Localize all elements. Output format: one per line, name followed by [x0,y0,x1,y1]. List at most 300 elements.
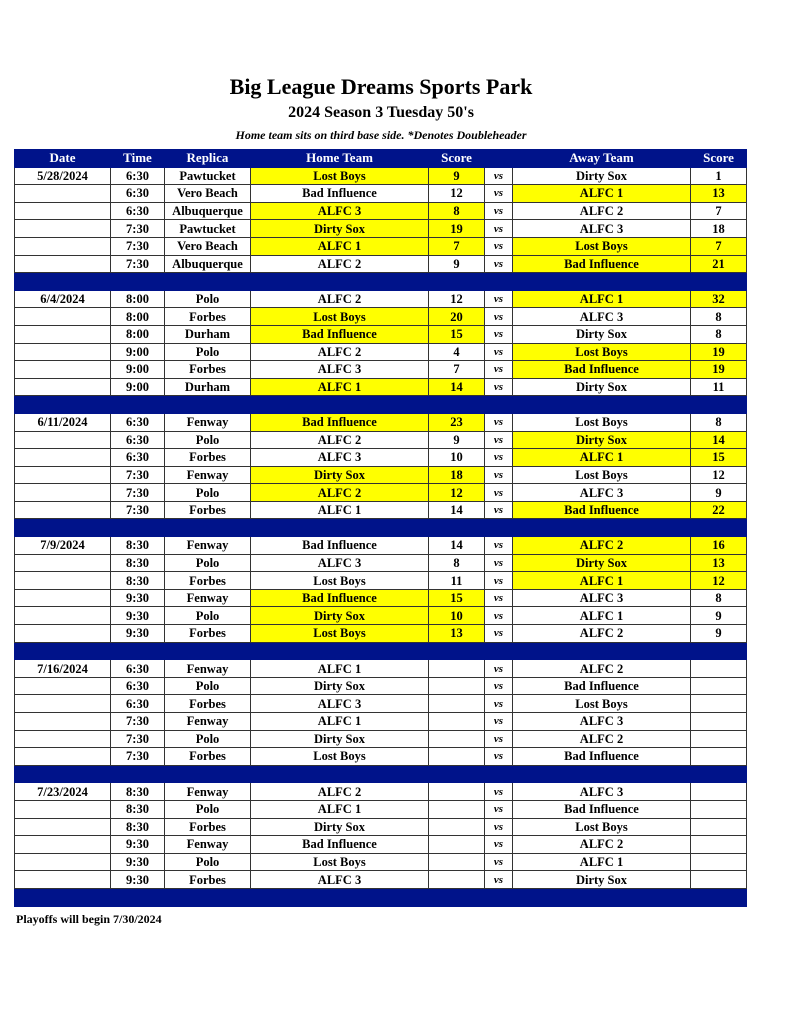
game-row [15,413,747,431]
separator-cell [251,888,429,906]
time-cell: 6:30 [111,413,165,431]
home-team-cell: Dirty Sox [251,677,429,695]
home-score-cell [429,660,485,678]
replica-cell: Forbes [165,361,251,379]
away-score-cell: 22 [691,501,747,519]
separator-cell [165,273,251,291]
replica-cell: Forbes [165,818,251,836]
home-team-cell: ALFC 2 [251,290,429,308]
separator-cell [15,765,111,783]
replica-cell: Forbes [165,871,251,889]
game-row [15,836,747,854]
game-row [15,202,747,220]
replica-cell: Polo [165,853,251,871]
away-team-cell: ALFC 2 [513,660,691,678]
header-row [15,150,747,168]
home-score-cell: 11 [429,572,485,590]
away-score-cell [691,853,747,871]
vs-cell: vs [485,361,513,379]
away-score-cell [691,818,747,836]
vs-cell: vs [485,343,513,361]
away-score-cell: 12 [691,572,747,590]
date-cell [15,361,111,379]
separator-cell [429,519,485,537]
away-score-cell [691,730,747,748]
away-team-cell: Bad Influence [513,748,691,766]
date-cell [15,713,111,731]
away-score-cell [691,695,747,713]
away-score-cell: 19 [691,343,747,361]
time-cell: 6:30 [111,449,165,467]
away-score-cell: 7 [691,237,747,255]
game-row [15,783,747,801]
date-cell [15,185,111,203]
replica-cell: Polo [165,800,251,818]
game-row [15,185,747,203]
date-cell: 7/16/2024 [15,660,111,678]
date-cell [15,871,111,889]
date-cell: 5/28/2024 [15,167,111,185]
time-cell: 7:30 [111,255,165,273]
home-team-cell: Bad Influence [251,325,429,343]
vs-cell: vs [485,308,513,326]
date-cell [15,343,111,361]
away-score-cell: 21 [691,255,747,273]
away-team-cell: ALFC 2 [513,730,691,748]
away-team-cell: ALFC 3 [513,308,691,326]
time-cell: 7:30 [111,713,165,731]
separator-cell [251,765,429,783]
away-score-cell: 16 [691,537,747,555]
game-row [15,308,747,326]
home-score-cell: 9 [429,167,485,185]
replica-cell: Fenway [165,836,251,854]
game-row [15,818,747,836]
separator-cell [691,273,747,291]
away-score-cell: 8 [691,589,747,607]
home-team-cell: Lost Boys [251,572,429,590]
separator-cell [513,519,691,537]
home-score-cell [429,871,485,889]
time-cell: 8:30 [111,572,165,590]
game-row [15,325,747,343]
home-score-cell: 23 [429,413,485,431]
away-score-cell: 9 [691,625,747,643]
home-score-cell: 14 [429,501,485,519]
game-row [15,660,747,678]
vs-cell: vs [485,589,513,607]
home-team-cell: Dirty Sox [251,730,429,748]
group-separator [15,519,747,537]
col-replica: Replica [165,150,251,168]
replica-cell: Pawtucket [165,220,251,238]
game-row [15,730,747,748]
date-cell [15,748,111,766]
vs-cell: vs [485,748,513,766]
separator-cell [691,888,747,906]
away-team-cell: Lost Boys [513,466,691,484]
replica-cell: Forbes [165,748,251,766]
away-team-cell: ALFC 3 [513,484,691,502]
vs-cell: vs [485,255,513,273]
home-score-cell: 12 [429,185,485,203]
game-row [15,625,747,643]
separator-cell [111,519,165,537]
time-cell: 8:30 [111,783,165,801]
home-score-cell: 7 [429,361,485,379]
time-cell: 8:30 [111,554,165,572]
home-team-cell: ALFC 1 [251,660,429,678]
away-score-cell: 11 [691,378,747,396]
game-row [15,853,747,871]
game-row [15,713,747,731]
away-team-cell: Lost Boys [513,413,691,431]
game-row [15,537,747,555]
away-team-cell: ALFC 1 [513,853,691,871]
home-team-cell: Lost Boys [251,625,429,643]
game-row [15,572,747,590]
game-row [15,255,747,273]
replica-cell: Polo [165,730,251,748]
vs-cell: vs [485,572,513,590]
away-team-cell: ALFC 1 [513,449,691,467]
separator-cell [251,519,429,537]
home-score-cell: 10 [429,607,485,625]
away-score-cell [691,783,747,801]
separator-cell [15,519,111,537]
away-score-cell: 15 [691,449,747,467]
away-team-cell: ALFC 3 [513,783,691,801]
time-cell: 6:30 [111,677,165,695]
away-team-cell: Dirty Sox [513,325,691,343]
home-team-cell: ALFC 3 [251,449,429,467]
home-team-cell: ALFC 1 [251,237,429,255]
time-cell: 7:30 [111,237,165,255]
date-cell: 6/11/2024 [15,413,111,431]
away-score-cell: 32 [691,290,747,308]
col-time: Time [111,150,165,168]
vs-cell: vs [485,730,513,748]
home-team-cell: Bad Influence [251,589,429,607]
schedule-note: Home team sits on third base side. *Denotes Doubleheader [235,128,527,142]
separator-cell [513,273,691,291]
replica-cell: Polo [165,431,251,449]
replica-cell: Fenway [165,783,251,801]
separator-cell [15,396,111,414]
separator-cell [251,642,429,660]
away-team-cell: ALFC 2 [513,625,691,643]
home-team-cell: Bad Influence [251,836,429,854]
date-cell [15,836,111,854]
time-cell: 9:30 [111,836,165,854]
time-cell: 8:00 [111,325,165,343]
separator-cell [485,888,513,906]
home-team-cell: Dirty Sox [251,466,429,484]
away-team-cell: ALFC 3 [513,589,691,607]
away-team-cell: Dirty Sox [513,871,691,889]
time-cell: 7:30 [111,748,165,766]
home-score-cell: 9 [429,255,485,273]
separator-cell [111,396,165,414]
separator-cell [111,765,165,783]
replica-cell: Albuquerque [165,255,251,273]
home-team-cell: ALFC 3 [251,202,429,220]
separator-cell [691,396,747,414]
away-team-cell: Dirty Sox [513,378,691,396]
vs-cell: vs [485,325,513,343]
away-team-cell: Lost Boys [513,695,691,713]
time-cell: 9:00 [111,361,165,379]
game-row [15,449,747,467]
vs-cell: vs [485,413,513,431]
date-cell [15,431,111,449]
game-row [15,343,747,361]
away-score-cell: 13 [691,185,747,203]
away-team-cell: Dirty Sox [513,554,691,572]
replica-cell: Forbes [165,572,251,590]
vs-cell: vs [485,220,513,238]
home-score-cell: 12 [429,290,485,308]
replica-cell: Polo [165,607,251,625]
away-team-cell: Dirty Sox [513,431,691,449]
col-home-score: Score [429,150,485,168]
replica-cell: Forbes [165,625,251,643]
vs-cell: vs [485,431,513,449]
replica-cell: Fenway [165,466,251,484]
time-cell: 9:00 [111,378,165,396]
replica-cell: Forbes [165,449,251,467]
home-score-cell [429,748,485,766]
separator-cell [15,888,111,906]
away-score-cell [691,713,747,731]
separator-cell [485,519,513,537]
away-team-cell: Bad Influence [513,361,691,379]
home-team-cell: ALFC 2 [251,431,429,449]
date-cell [15,501,111,519]
home-score-cell: 14 [429,378,485,396]
date-cell [15,202,111,220]
home-score-cell: 13 [429,625,485,643]
replica-cell: Forbes [165,308,251,326]
home-team-cell: ALFC 3 [251,554,429,572]
away-team-cell: ALFC 2 [513,202,691,220]
home-score-cell [429,783,485,801]
time-cell: 6:30 [111,185,165,203]
separator-cell [111,273,165,291]
away-score-cell: 13 [691,554,747,572]
away-score-cell: 14 [691,431,747,449]
time-cell: 7:30 [111,466,165,484]
home-score-cell [429,730,485,748]
replica-cell: Pawtucket [165,167,251,185]
away-team-cell: Dirty Sox [513,167,691,185]
separator-cell [165,519,251,537]
game-row [15,167,747,185]
home-team-cell: Dirty Sox [251,607,429,625]
away-score-cell [691,677,747,695]
vs-cell: vs [485,853,513,871]
away-team-cell: ALFC 1 [513,185,691,203]
home-team-cell: ALFC 2 [251,343,429,361]
home-team-cell: Lost Boys [251,167,429,185]
replica-cell: Fenway [165,413,251,431]
home-team-cell: ALFC 2 [251,255,429,273]
away-team-cell: Bad Influence [513,501,691,519]
playoffs-note: Playoffs will begin 7/30/2024 [16,912,162,926]
game-row [15,501,747,519]
replica-cell: Vero Beach [165,185,251,203]
vs-cell: vs [485,167,513,185]
home-team-cell: Dirty Sox [251,818,429,836]
replica-cell: Forbes [165,695,251,713]
home-score-cell: 7 [429,237,485,255]
game-row [15,589,747,607]
home-score-cell [429,853,485,871]
vs-cell: vs [485,501,513,519]
away-score-cell: 8 [691,413,747,431]
home-team-cell: ALFC 1 [251,378,429,396]
home-score-cell: 19 [429,220,485,238]
away-score-cell [691,836,747,854]
game-row [15,290,747,308]
vs-cell: vs [485,818,513,836]
vs-cell: vs [485,185,513,203]
home-score-cell: 15 [429,325,485,343]
time-cell: 6:30 [111,167,165,185]
home-score-cell: 8 [429,554,485,572]
group-separator [15,396,747,414]
home-score-cell: 9 [429,431,485,449]
separator-cell [15,273,111,291]
away-team-cell: ALFC 3 [513,713,691,731]
home-score-cell: 14 [429,537,485,555]
game-row [15,466,747,484]
home-team-cell: Bad Influence [251,413,429,431]
date-cell [15,554,111,572]
time-cell: 9:30 [111,871,165,889]
col-date: Date [15,150,111,168]
page-subtitle: 2024 Season 3 Tuesday 50's [288,104,474,121]
away-score-cell: 9 [691,484,747,502]
home-team-cell: Lost Boys [251,308,429,326]
away-team-cell: ALFC 1 [513,607,691,625]
time-cell: 7:30 [111,220,165,238]
time-cell: 9:00 [111,343,165,361]
date-cell [15,730,111,748]
home-team-cell: Lost Boys [251,748,429,766]
away-score-cell: 12 [691,466,747,484]
home-score-cell: 12 [429,484,485,502]
time-cell: 9:30 [111,589,165,607]
date-cell [15,378,111,396]
game-row [15,677,747,695]
game-row [15,484,747,502]
separator-cell [429,396,485,414]
away-score-cell [691,871,747,889]
separator-cell [485,396,513,414]
vs-cell: vs [485,625,513,643]
replica-cell: Forbes [165,501,251,519]
home-team-cell: ALFC 3 [251,361,429,379]
time-cell: 7:30 [111,484,165,502]
replica-cell: Fenway [165,713,251,731]
away-score-cell: 8 [691,308,747,326]
date-cell [15,818,111,836]
date-cell [15,325,111,343]
away-team-cell: ALFC 1 [513,572,691,590]
home-team-cell: ALFC 1 [251,501,429,519]
home-score-cell [429,836,485,854]
home-score-cell [429,677,485,695]
separator-cell [485,765,513,783]
vs-cell: vs [485,554,513,572]
home-team-cell: ALFC 2 [251,484,429,502]
date-cell [15,695,111,713]
separator-cell [429,765,485,783]
vs-cell: vs [485,537,513,555]
away-score-cell: 19 [691,361,747,379]
home-score-cell [429,818,485,836]
date-cell [15,255,111,273]
vs-cell: vs [485,695,513,713]
away-score-cell [691,800,747,818]
away-score-cell [691,660,747,678]
date-cell [15,308,111,326]
home-team-cell: Lost Boys [251,853,429,871]
separator-cell [429,642,485,660]
time-cell: 7:30 [111,730,165,748]
game-row [15,237,747,255]
time-cell: 7:30 [111,501,165,519]
group-separator [15,888,747,906]
home-team-cell: Bad Influence [251,537,429,555]
replica-cell: Polo [165,554,251,572]
vs-cell: vs [485,290,513,308]
date-cell [15,800,111,818]
home-team-cell: ALFC 1 [251,713,429,731]
vs-cell: vs [485,836,513,854]
replica-cell: Albuquerque [165,202,251,220]
away-team-cell: Bad Influence [513,677,691,695]
date-cell [15,466,111,484]
replica-cell: Polo [165,290,251,308]
away-score-cell: 1 [691,167,747,185]
group-separator [15,273,747,291]
separator-cell [513,642,691,660]
game-row [15,431,747,449]
vs-cell: vs [485,783,513,801]
separator-cell [165,396,251,414]
time-cell: 6:30 [111,431,165,449]
date-cell [15,237,111,255]
replica-cell: Polo [165,677,251,695]
away-team-cell: ALFC 1 [513,290,691,308]
away-team-cell: Lost Boys [513,237,691,255]
vs-cell: vs [485,466,513,484]
away-team-cell: ALFC 2 [513,836,691,854]
page-title: Big League Dreams Sports Park [229,74,533,99]
vs-cell: vs [485,677,513,695]
separator-cell [251,273,429,291]
vs-cell: vs [485,237,513,255]
date-cell [15,625,111,643]
time-cell: 9:30 [111,607,165,625]
time-cell: 9:30 [111,853,165,871]
time-cell: 9:30 [111,625,165,643]
separator-cell [251,396,429,414]
separator-cell [691,642,747,660]
away-team-cell: ALFC 2 [513,537,691,555]
